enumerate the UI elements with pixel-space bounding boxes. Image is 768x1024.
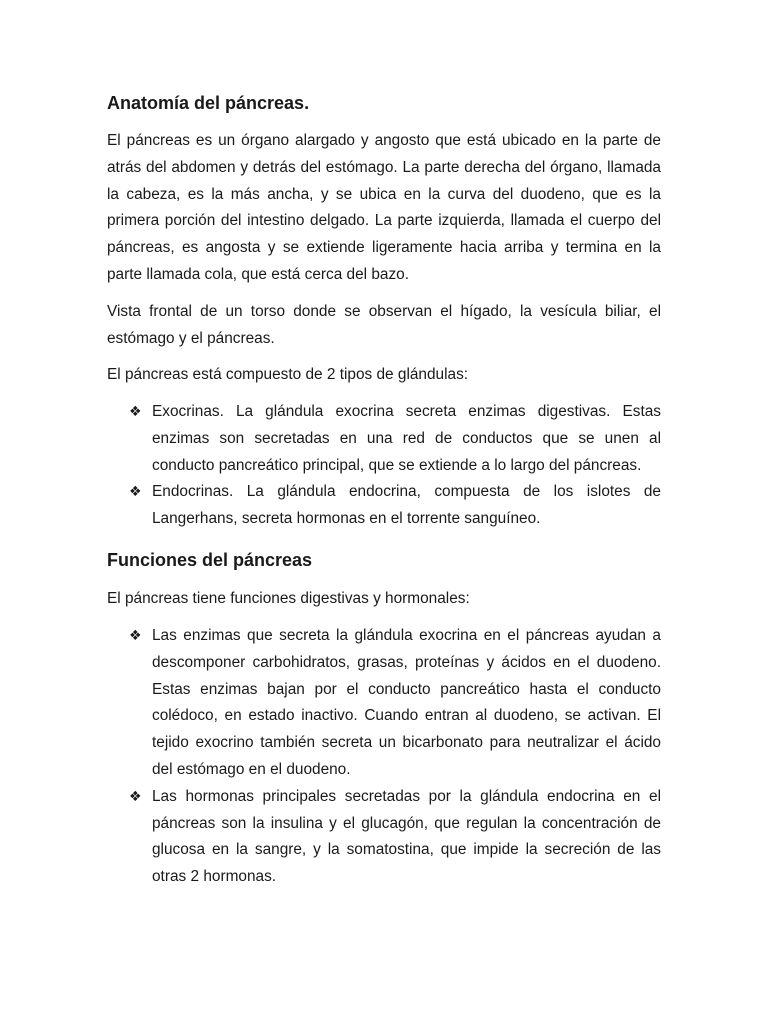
diamond-bullet-icon: ❖ bbox=[129, 628, 142, 644]
paragraph-tipos-glandulas: El páncreas está compuesto de 2 tipos de glándulas: bbox=[107, 366, 469, 383]
list-item bbox=[107, 399, 661, 479]
paragraph-anatomia-intro: El páncreas es un órgano alargado y angosto que está ubicado en la parte de atrás del abdomen y detrás del estómago. La parte derecha del órgano, llamada la cabeza, es la más ancha, y se ubica en la curva del duodeno, que es la primera porción del intestino delgado. La parte izquierda, llamada el cuerpo del páncreas, es angosta y se extiende ligeramente hacia arriba y termina en la parte llamada cola, que está cerca del bazo. bbox=[107, 132, 661, 283]
bullet-list-glandulas bbox=[107, 399, 661, 533]
list-item bbox=[107, 784, 661, 891]
section-heading-funciones: Funciones del páncreas bbox=[107, 550, 313, 570]
diamond-bullet-icon: ❖ bbox=[129, 484, 142, 501]
paragraph-vista-frontal: Vista frontal de un torso donde se observan el hígado, la vesícula biliar, el estómago y el páncreas. bbox=[107, 303, 661, 347]
list-item-text: Endocrinas. La glándula endocrina, compuesta de los islotes de Langerhans, secreta hormonas en el torrente sanguíneo. bbox=[152, 483, 661, 528]
diamond-bullet-icon: ❖ bbox=[129, 788, 142, 805]
list-item bbox=[107, 623, 661, 784]
section-heading-anatomia: Anatomía del páncreas. bbox=[107, 93, 310, 113]
list-item-text: Las enzimas que secreta la glándula exocrina en el páncreas ayudan a descomponer carbohidratos, grasas, proteínas y ácidos en el duodeno. Estas enzimas bajan por el conducto pancreático hasta el conducto colédoco, en estado inactivo. Cuando entran al duodeno, se activan. El tejido exocrino también secreta un bicarbonato para neutralizar el ácido del estómago en el duodeno. bbox=[152, 627, 661, 778]
paragraph-funciones-intro: El páncreas tiene funciones digestivas y hormonales: bbox=[107, 590, 470, 607]
list-item bbox=[107, 479, 661, 533]
list-item-text: Exocrinas. La glándula exocrina secreta enzimas digestivas. Estas enzimas son secretadas en una red de conductos que se unen al conducto pancreático principal, que se extiende a lo largo del páncreas. bbox=[152, 403, 661, 474]
diamond-bullet-icon: ❖ bbox=[129, 404, 142, 420]
bullet-list-funciones bbox=[107, 623, 661, 891]
list-item-text: Las hormonas principales secretadas por la glándula endocrina en el páncreas son la insulina y el glucagón, que regulan la concentración de glucosa en la sangre, y la somatostina, que impide la secreción de las otras 2 hormonas. bbox=[152, 787, 661, 886]
